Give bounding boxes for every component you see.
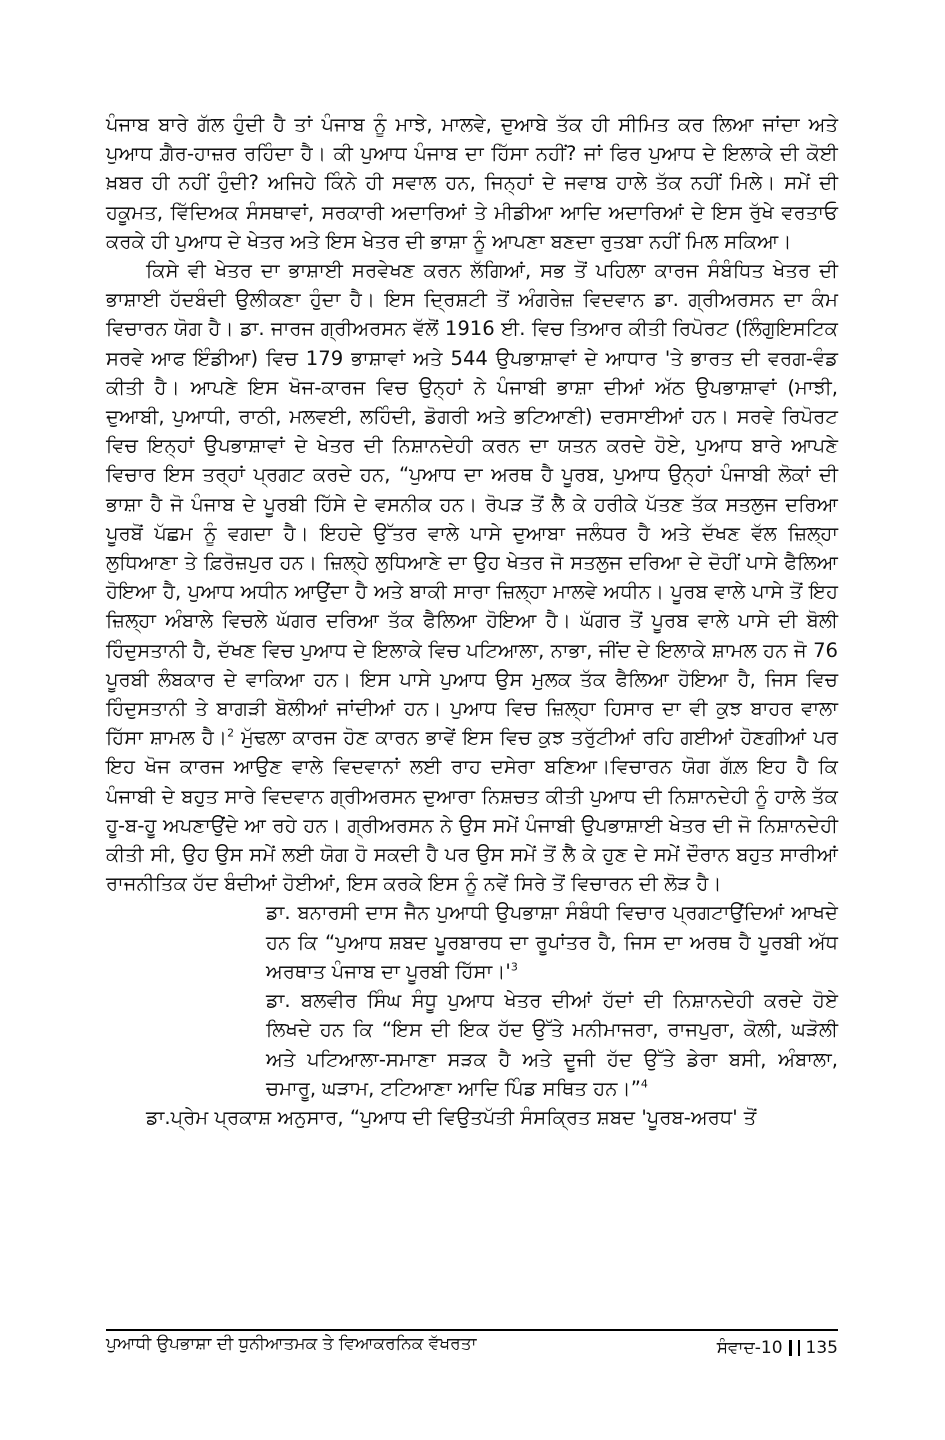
block-quote-sandhu: ਡਾ. ਬਲਵੀਰ ਸਿੰਘ ਸੰਧੂ ਪੁਆਧ ਖੇਤਰ ਦੀਆਂ ਹੱਦਾਂ ਦੀ ਨਿਸ਼ਾਨਦੇਹੀ ਕਰਦੇ ਹੋਏ ਲਿਖਦੇ ਹਨ ਕਿ “ਇਸ ਦੀ ਇਕ ਹੱਦ ਉੱਤੇ ਮਨੀਮਾਜਰਾ, ਰਾਜਪੁਰਾ, ਕੋਲੀ, ਘੜੋਲੀ ਅਤੇ ਪਟਿਆਲਾ-ਸਮਾਣਾ ਸੜਕ ਹੈ ਅਤੇ ਦੂਜੀ ਹੱਦ ਉੱਤੇ ਡੇਰਾ ਬਸੀ, ਅੰਬਾਲਾ, ਚਮਾਰੂ, ਘੜਾਮ, ਟਟਿਆਣਾ ਆਦਿ ਪਿੰਡ ਸਥਿਤ ਹਨ।”$^4$ — [266, 989, 838, 1100]
paragraph-continuation: ਪੰਜਾਬ ਬਾਰੇ ਗੱਲ ਹੁੰਦੀ ਹੈ ਤਾਂ ਪੰਜਾਬ ਨੂੰ ਮਾਝੇ, ਮਾਲਵੇ, ਦੁਆਬੇ ਤੱਕ ਹੀ ਸੀਮਿਤ ਕਰ ਲਿਆ ਜਾਂਦਾ ਅਤੇ ਪੁਆਧ ਗ਼ੈਰ-ਹਾਜ਼ਰ ਰਹਿੰਦਾ ਹੈ। ਕੀ ਪੁਆਧ ਪੰਜਾਬ ਦਾ ਹਿੱਸਾ ਨਹੀਂ? ਜਾਂ ਫਿਰ ਪੁਆਧ ਦੇ ਇਲਾਕੇ ਦੀ ਕੋਈ ਖ਼ਬਰ ਹੀ ਨਹੀਂ ਹੁੰਦੀ? ਅਜਿਹੇ ਕਿੰਨੇ ਹੀ ਸਵਾਲ ਹਨ, ਜਿਨ੍ਹਾਂ ਦੇ ਜਵਾਬ ਹਾਲੇ ਤੱਕ ਨਹੀਂ ਮਿਲੇ। ਸਮੇਂ ਦੀ ਹਕੂਮਤ, ਵਿੱਦਿਅਕ ਸੰਸਥਾਵਾਂ, ਸਰਕਾਰੀ ਅਦਾਰਿਆਂ ਤੇ ਮੀਡੀਆ ਆਦਿ ਅਦਾਰਿਆਂ ਦੇ ਇਸ ਰੁੱਖੇ ਵਰਤਾਓ ਕਰਕੇ ਹੀ ਪੁਆਧ ਦੇ ਖੇਤਰ ਅਤੇ ਇਸ ਖੇਤਰ ਦੀ ਭਾਸ਼ਾ ਨੂੰ ਆਪਣਾ ਬਣਦਾ ਰੁਤਬਾ ਨਹੀਂ ਮਿਲ ਸਕਿਆ। — [106, 113, 838, 253]
separator-bar — [789, 1340, 792, 1356]
paragraph-grierson: ਕਿਸੇ ਵੀ ਖੇਤਰ ਦਾ ਭਾਸ਼ਾਈ ਸਰਵੇਖਣ ਕਰਨ ਲੱਗਿਆਂ, ਸਭ ਤੋਂ ਪਹਿਲਾ ਕਾਰਜ ਸੰਬੰਧਿਤ ਖੇਤਰ ਦੀ ਭਾਸ਼ਾਈ ਹੱਦਬੰਦੀ ਉਲੀਕਣਾ ਹੁੰਦਾ ਹੈ। ਇਸ ਦ੍ਰਿਸ਼ਟੀ ਤੋਂ ਅੰਗਰੇਜ਼ ਵਿਦਵਾਨ ਡਾ. ਗ੍ਰੀਅਰਸਨ ਦਾ ਕੰਮ ਵਿਚਾਰਨ ਯੋਗ ਹੈ। ਡਾ. ਜਾਰਜ ਗ੍ਰੀਅਰਸਨ ਵੱਲੋਂ 1916 ਈ. ਵਿਚ ਤਿਆਰ ਕੀਤੀ ਰਿਪੋਰਟ (ਲਿੰਗੁਇਸਟਿਕ ਸਰਵੇ ਆਫ ਇੰਡੀਆ) ਵਿਚ 179 ਭਾਸ਼ਾਵਾਂ ਅਤੇ 544 ਉਪਭਾਸ਼ਾਵਾਂ ਦੇ ਆਧਾਰ 'ਤੇ ਭਾਰਤ ਦੀ ਵਰਗ-ਵੰਡ ਕੀਤੀ ਹੈ। ਆਪਣੇ ਇਸ ਖੋਜ-ਕਾਰਜ ਵਿਚ ਉਨ੍ਹਾਂ ਨੇ ਪੰਜਾਬੀ ਭਾਸ਼ਾ ਦੀਆਂ ਅੱਠ ਉਪਭਾਸ਼ਾਵਾਂ (ਮਾਝੀ, ਦੁਆਬੀ, ਪੁਆਧੀ, ਰਾਠੀ, ਮਲਵਈ, ਲਹਿੰਦੀ, ਡੋਗਰੀ ਅਤੇ ਭਟਿਆਣੀ) ਦਰਸਾਈਆਂ ਹਨ। ਸਰਵੇ ਰਿਪੋਰਟ ਵਿਚ ਇਨ੍ਹਾਂ ਉਪਭਾਸ਼ਾਵਾਂ ਦੇ ਖੇਤਰ ਦੀ ਨਿਸ਼ਾਨਦੇਹੀ ਕਰਨ ਦਾ ਯਤਨ ਕਰਦੇ ਹੋਏ, ਪੁਆਧ ਬਾਰੇ ਆਪਣੇ ਵਿਚਾਰ ਇਸ ਤਰ੍ਹਾਂ ਪ੍ਰਗਟ ਕਰਦੇ ਹਨ, “ਪੁਆਧ ਦਾ ਅਰਥ ਹੈ ਪੂਰਬ, ਪੁਆਧ ਉਨ੍ਹਾਂ ਪੰਜਾਬੀ ਲੋਕਾਂ ਦੀ ਭਾਸ਼ਾ ਹੈ ਜੋ ਪੰਜਾਬ ਦੇ ਪੂਰਬੀ ਹਿੱਸੇ ਦੇ ਵਸਨੀਕ ਹਨ। ਰੋਪੜ ਤੋਂ ਲੈ ਕੇ ਹਰੀਕੇ ਪੱਤਣ ਤੱਕ ਸਤਲੁਜ ਦਰਿਆ ਪੂਰਬੋਂ ਪੱਛਮ ਨੂੰ ਵਗਦਾ ਹੈ। ਇਹਦੇ ਉੱਤਰ ਵਾਲੇ ਪਾਸੇ ਦੁਆਬਾ ਜਲੰਧਰ ਹੈ ਅਤੇ ਦੱਖਣ ਵੱਲ ਜ਼ਿਲ੍ਹਾ ਲੁਧਿਆਣਾ ਤੇ ਫ਼ਿਰੋਜ਼ਪੁਰ ਹਨ। ਜ਼ਿਲ੍ਹੇ ਲੁਧਿਆਣੇ ਦਾ ਉਹ ਖੇਤਰ ਜੋ ਸਤਲੁਜ ਦਰਿਆ ਦੇ ਦੋਹੀਂ ਪਾਸੇ ਫੈਲਿਆ ਹੋਇਆ ਹੈ, ਪੁਆਧ ਅਧੀਨ ਆਉਂਦਾ ਹੈ ਅਤੇ ਬਾਕੀ ਸਾਰਾ ਜ਼ਿਲ੍ਹਾ ਮਾਲਵੇ ਅਧੀਨ। ਪੂਰਬ ਵਾਲੇ ਪਾਸੇ ਤੋਂ ਇਹ ਜ਼ਿਲ੍ਹਾ ਅੰਬਾਲੇ ਵਿਚਲੇ ਘੱਗਰ ਦਰਿਆ ਤੱਕ ਫੈਲਿਆ ਹੋਇਆ ਹੈ। ਘੱਗਰ ਤੋਂ ਪੂਰਬ ਵਾਲੇ ਪਾਸੇ ਦੀ ਬੋਲੀ ਹਿੰਦੁਸਤਾਨੀ ਹੈ, ਦੱਖਣ ਵਿਚ ਪੁਆਧ ਦੇ ਇਲਾਕੇ ਵਿਚ ਪਟਿਆਲਾ, ਨਾਭਾ, ਜੀਂਦ ਦੇ ਇਲਾਕੇ ਸ਼ਾਮਲ ਹਨ ਜੋ 76 ਪੂਰਬੀ ਲੰਬਕਾਰ ਦੇ ਵਾਕਿਆ ਹਨ। ਇਸ ਪਾਸੇ ਪੁਆਧ ਉਸ ਮੁਲਕ ਤੱਕ ਫੈਲਿਆ ਹੋਇਆ ਹੈ, ਜਿਸ ਵਿਚ ਹਿੰਦੁਸਤਾਨੀ ਤੇ ਬਾਗੜੀ ਬੋਲੀਆਂ ਜਾਂਦੀਆਂ ਹਨ। ਪੁਆਧ ਵਿਚ ਜ਼ਿਲ੍ਹਾ ਹਿਸਾਰ ਦਾ ਵੀ ਕੁਝ ਬਾਹਰ ਵਾਲਾ ਹਿੱਸਾ ਸ਼ਾਮਲ ਹੈ।$^2$ ਮੁੱਢਲਾ ਕਾਰਜ ਹੋਣ ਕਾਰਨ ਭਾਵੇਂ ਇਸ ਵਿਚ ਕੁਝ ਤਰੁੱਟੀਆਂ ਰਹਿ ਗਈਆਂ ਹੋਣਗੀਆਂ ਪਰ ਇਹ ਖੋਜ ਕਾਰਜ ਆਉਣ ਵਾਲੇ ਵਿਦਵਾਨਾਂ ਲਈ ਰਾਹ ਦਸੇਰਾ ਬਣਿਆ।ਵਿਚਾਰਨ ਯੋਗ ਗੱਲ਼ ਇਹ ਹੈ ਕਿ ਪੰਜਾਬੀ ਦੇ ਬਹੁਤ ਸਾਰੇ ਵਿਦਵਾਨ ਗ੍ਰੀਅਰਸਨ ਦੁਆਰਾ ਨਿਸ਼ਚਤ ਕੀਤੀ ਪੁਆਧ ਦੀ ਨਿਸ਼ਾਨਦੇਹੀ ਨੂੰ ਹਾਲੇ ਤੱਕ ਹੂ-ਬ-ਹੂ ਅਪਣਾਉਂਦੇ ਆ ਰਹੇ ਹਨ। ਗ੍ਰੀਅਰਸਨ ਨੇ ਉਸ ਸਮੇਂ ਪੰਜਾਬੀ ਉਪਭਾਸ਼ਾਈ ਖੇਤਰ ਦੀ ਜੋ ਨਿਸ਼ਾਨਦੇਹੀ ਕੀਤੀ ਸੀ, ਉਹ ਉਸ ਸਮੇਂ ਲਈ ਯੋਗ ਹੋ ਸਕਦੀ ਹੈ ਪਰ ਉਸ ਸਮੇਂ ਤੋਂ ਲੈ ਕੇ ਹੁਣ ਦੇ ਸਮੇਂ ਦੌਰਾਨ ਬਹੁਤ ਸਾਰੀਆਂ ਰਾਜਨੀਤਿਕ ਹੱਦ ਬੰਦੀਆਂ ਹੋਈਆਂ, ਇਸ ਕਰਕੇ ਇਸ ਨੂੰ ਨਵੇਂ ਸਿਰੇ ਤੋਂ ਵਿਚਾਰਨ ਦੀ ਲੋੜ ਹੈ। — [106, 259, 838, 896]
separator-bar — [798, 1340, 800, 1356]
footer-rule — [106, 1329, 838, 1331]
body-text — [106, 110, 838, 1132]
footnote-ref-2: 2 — [227, 726, 235, 740]
running-footer-title: ਪੁਆਧੀ ਉਪਭਾਸ਼ਾ ਦੀ ਧੁਨੀਆਤਮਕ ਤੇ ਵਿਆਕਰਨਿਕ ਵੱਖਰਤਾ — [106, 1334, 477, 1354]
running-footer-folio — [717, 1338, 838, 1358]
journal-name: ਸੰਵਾਦ-10 — [716, 1338, 783, 1358]
paragraph-prem-parkash: ਡਾ.ਪ੍ਰੇਮ ਪ੍ਰਕਾਸ਼ ਅਨੁਸਾਰ, “ਪੁਆਧ ਦੀ ਵਿਉਤਪੱਤੀ ਸੰਸਕ੍ਰਿਤ ਸ਼ਬਦ 'ਪੂਰਬ-ਅਰਧ' ਤੋਂ — [146, 1105, 757, 1129]
block-quote-jain: ਡਾ. ਬਨਾਰਸੀ ਦਾਸ ਜੈਨ ਪੁਆਧੀ ਉਪਭਾਸ਼ਾ ਸੰਬੰਧੀ ਵਿਚਾਰ ਪ੍ਰਗਟਾਉਂਦਿਆਂ ਆਖਦੇ ਹਨ ਕਿ “ਪੁਆਧ ਸ਼ਬਦ ਪੂਰਬਾਰਧ ਦਾ ਰੂਪਾਂਤਰ ਹੈ, ਜਿਸ ਦਾ ਅਰਥ ਹੈ ਪੂਰਬੀ ਅੱਧ ਅਰਥਾਤ ਪੰਜਾਬ ਦਾ ਪੂਰਬੀ $ਹਿੱਸਾ।'^3$ — [266, 901, 838, 983]
page-number: 135 — [805, 1338, 838, 1358]
footnote-ref-4: 4 — [640, 1077, 648, 1091]
footnote-ref-3: 3 — [510, 960, 518, 974]
